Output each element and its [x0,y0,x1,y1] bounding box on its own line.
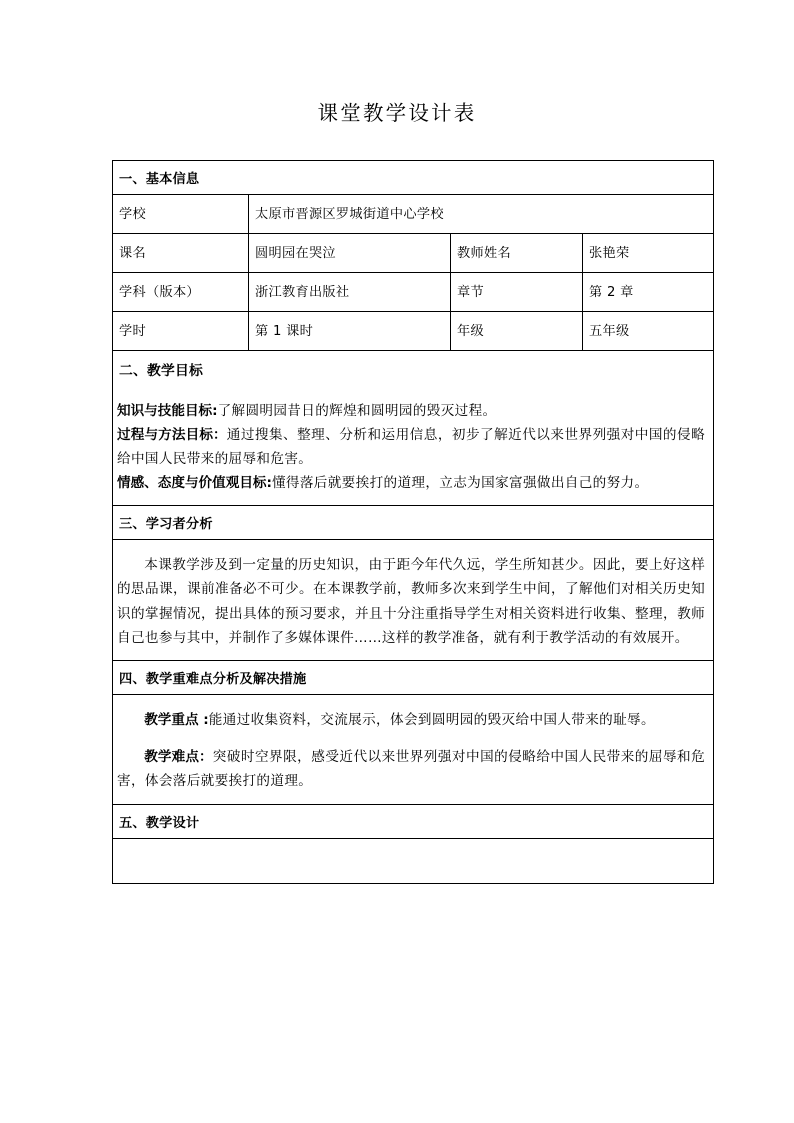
teaching-difficulty-label: 教学难点： [144,749,213,766]
table-row [113,195,714,234]
lesson-design-table [112,160,714,884]
objective-emotion-value [117,471,705,495]
field-value-school: 太原市晋源区罗城街道中心学校 [249,195,714,234]
table-row [113,312,714,351]
field-value-chapter: 第 2 章 [583,273,714,312]
table-row [113,838,714,883]
table-row [113,351,714,506]
teaching-focus-text: 能通过收集资料，交流展示，体会到圆明园的毁灭给中国人带来的耻辱。 [208,712,655,729]
field-value-class-hour: 第 1 课时 [249,312,451,351]
table-row [113,273,714,312]
objective-knowledge-skill [117,399,705,423]
objective-emotion-value-text: 懂得落后就要挨打的道理，立志为国家富强做出自己的努力。 [271,475,649,492]
section-heading-teaching-design: 五、教学设计 [113,804,714,838]
objective-knowledge-skill-label: 知识与技能目标: [117,402,218,419]
section-heading-learner-analysis: 三、学习者分析 [113,506,714,540]
section-heading-objectives: 二、教学目标 [119,363,203,379]
table-row [113,234,714,273]
field-label-subject-edition: 学科（版本） [113,273,249,312]
section-teaching-objectives [113,351,714,506]
table-row [113,804,714,838]
objective-process-method-text: 通过搜集、整理、分析和运用信息，初步了解近代以来世界列强对中国的侵略给中国人民带来的屈辱和危害。 [117,426,706,467]
field-label-grade: 年级 [451,312,583,351]
section-learner-analysis-body [113,540,714,661]
learner-analysis-paragraph: 本课教学涉及到一定量的历史知识，由于距今年代久远，学生所知甚少。因此，要上好这样的思品课，课前准备必不可少。在本课教学前，教师多次来到学生中间，了解他们对相关历史知识的掌握情况，提出具体的预习要求，并且十分注重指导学生对相关资料进行收集、整理，教师自己也参与其中，并制作了多媒体课件……这样的教学准备，就有利于教学活动的有效展开。 [117,557,706,646]
page-title: 课堂教学设计表 [317,101,477,125]
teaching-difficulty-text: 突破时空界限，感受近代以来世界列强对中国的侵略给中国人民带来的屈辱和危害，体会落后就要挨打的道理。 [117,749,706,790]
section-heading-basic-info: 一、基本信息 [113,161,714,195]
teaching-difficulty [117,745,705,793]
field-label-class-hour: 学时 [113,312,249,351]
teaching-design-empty-area [113,838,714,883]
section-heading-key-difficulties: 四、教学重难点分析及解决措施 [113,661,714,695]
objective-process-method-label: 过程与方法目标： [117,426,227,443]
field-label-chapter: 章节 [451,273,583,312]
table-row [113,540,714,661]
teaching-focus-label: 教学重点 : [144,712,209,729]
table-row [113,506,714,540]
field-value-teacher-name: 张艳荣 [583,234,714,273]
objective-emotion-value-label: 情感、态度与价值观目标: [117,475,272,492]
field-label-lesson-name: 课名 [113,234,249,273]
field-value-subject-edition: 浙江教育出版社 [249,273,451,312]
table-row [113,161,714,195]
objective-process-method [117,423,705,471]
objective-knowledge-skill-text: 了解圆明园昔日的辉煌和圆明园的毁灭过程。 [217,402,497,419]
field-value-grade: 五年级 [583,312,714,351]
teaching-focus [117,708,705,732]
table-row [113,661,714,695]
field-label-school: 学校 [113,195,249,234]
section-key-difficulties-body [113,695,714,805]
table-row [113,695,714,805]
field-label-teacher-name: 教师姓名 [451,234,583,273]
field-value-lesson-name: 圆明园在哭泣 [249,234,451,273]
